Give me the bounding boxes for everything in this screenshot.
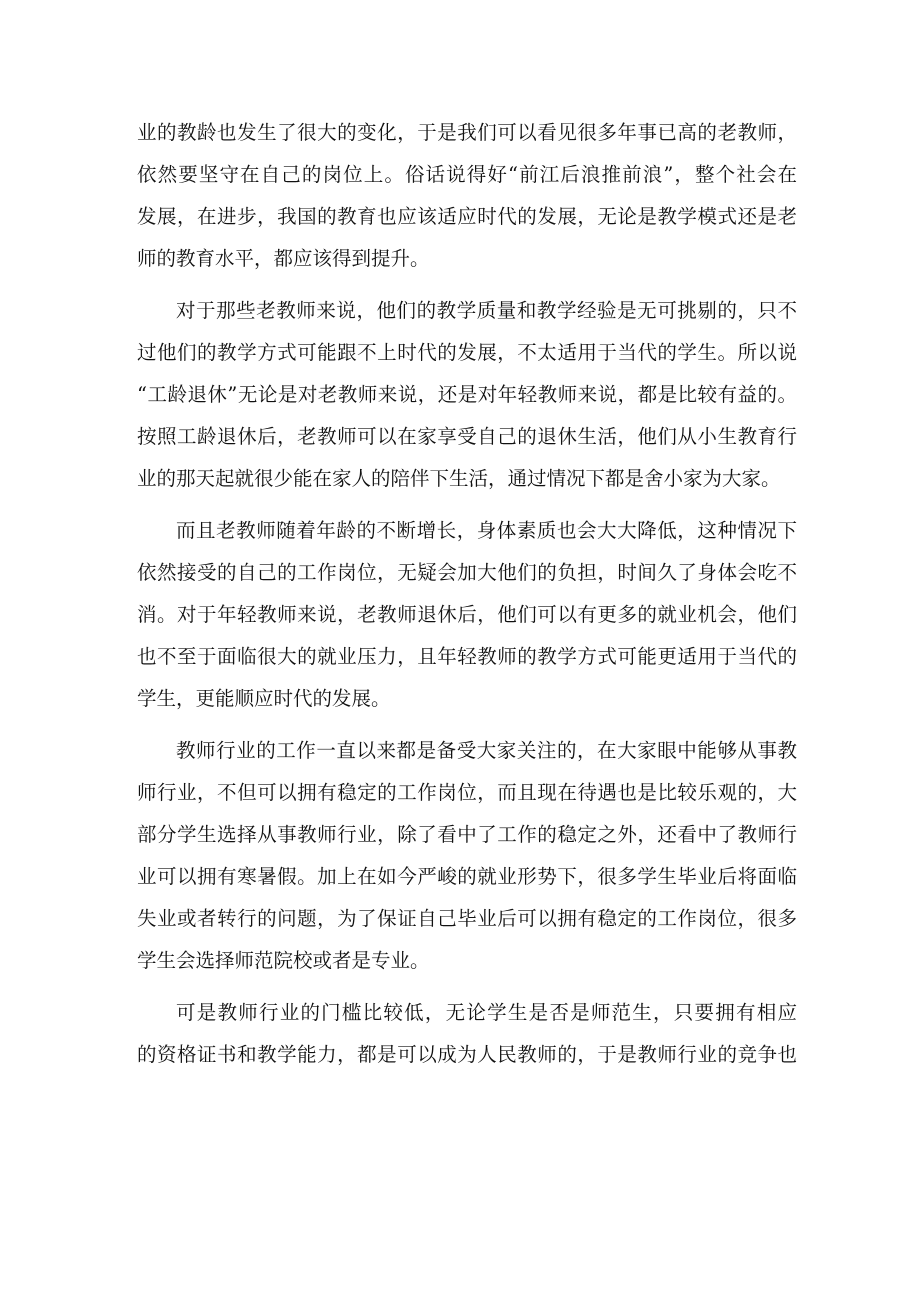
text-line: 可是教师行业的门槛比较低，无论学生是否是师范生，只要拥有相应 (176, 1001, 797, 1024)
text-line: 学生会选择师范院校或者是专业。 (137, 949, 430, 972)
text-line: 对于那些老教师来说，他们的教学质量和教学经验是无可挑剔的，只不 (176, 299, 797, 322)
text-line: 部分学生选择从事教师行业，除了看中了工作的稳定之外，还看中了教师行 (137, 823, 797, 846)
text-line: 依然要坚守在自己的岗位上。俗话说得好“前江后浪推前浪”，整个社会在 (137, 163, 797, 186)
paragraph (137, 992, 797, 1076)
paragraph (137, 112, 797, 280)
text-line: 也不至于面临很大的就业压力，且年轻教师的教学方式可能更适用于当代的 (137, 645, 797, 668)
text-line: 业的那天起就很少能在家人的陪伴下生活，通过情况下都是舍小家为大家。 (137, 467, 781, 490)
paragraph (137, 730, 797, 982)
text-line: 业的教龄也发生了很大的变化，于是我们可以看见很多年事已高的老教师， (137, 121, 797, 144)
text-line: 学生，更能顺应时代的发展。 (137, 687, 391, 710)
text-line: 业可以拥有寒暑假。加上在如今严峻的就业形势下，很多学生毕业后将面临 (137, 865, 797, 888)
text-line: 的资格证书和教学能力，都是可以成为人民教师的，于是教师行业的竞争也 (137, 1043, 797, 1066)
text-line: 教师行业的工作一直以来都是备受大家关注的，在大家眼中能够从事教 (176, 739, 797, 762)
text-line: 按照工龄退休后，老教师可以在家享受自己的退休生活，他们从小生教育行 (137, 425, 797, 448)
paragraph-gap (137, 500, 797, 510)
paragraph (137, 510, 797, 720)
text-line: 过他们的教学方式可能跟不上时代的发展，不太适用于当代的学生。所以说 (137, 341, 797, 364)
text-line: 失业或者转行的问题，为了保证自己毕业后可以拥有稳定的工作岗位，很多 (137, 907, 797, 930)
paragraph-gap (137, 982, 797, 992)
text-line: 依然接受的自己的工作岗位，无疑会加大他们的负担，时间久了身体会吃不 (137, 561, 797, 584)
text-line: 师的教育水平，都应该得到提升。 (137, 247, 430, 270)
text-line: 发展，在进步，我国的教育也应该适应时代的发展，无论是教学模式还是老 (137, 205, 797, 228)
paragraph-gap (137, 720, 797, 730)
text-line: 师行业，不但可以拥有稳定的工作岗位，而且现在待遇也是比较乐观的，大 (137, 781, 797, 804)
text-line: “工龄退休”无论是对老教师来说，还是对年轻教师来说，都是比较有益的。 (137, 383, 797, 406)
paragraph (137, 290, 797, 500)
body-text (137, 112, 797, 1076)
paragraph-gap (137, 280, 797, 290)
text-line: 消。对于年轻教师来说，老教师退休后，他们可以有更多的就业机会，他们 (137, 603, 797, 626)
text-line: 而且老教师随着年龄的不断增长，身体素质也会大大降低，这种情况下 (176, 519, 797, 542)
